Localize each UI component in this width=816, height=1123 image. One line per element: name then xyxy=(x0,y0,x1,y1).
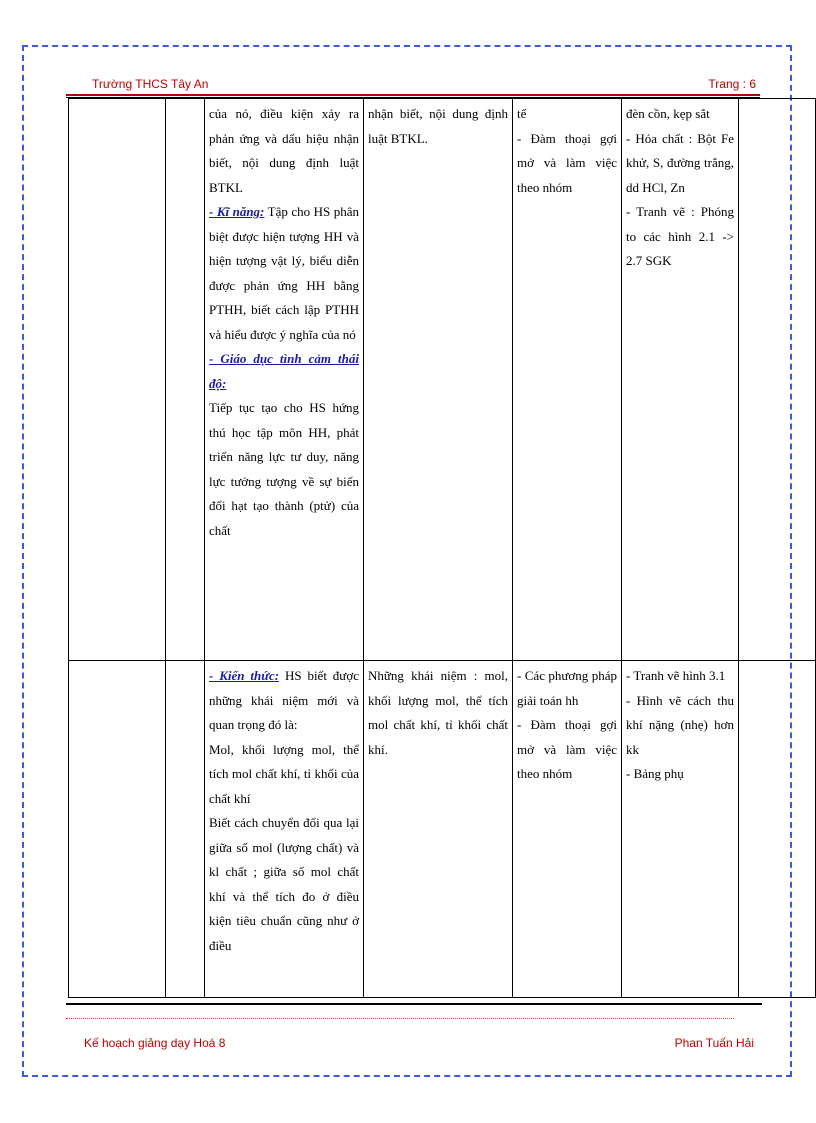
footer-divider xyxy=(66,1003,762,1005)
key-content: Những khái niệm : mol, khối lượng mol, thể tích mol chất khí, tỉ khối chất khí. xyxy=(368,668,508,757)
cell-periods xyxy=(166,661,205,998)
knowledge-list: Mol, khối lượng mol, thể tích mol chất khí, tỉ khối của chất khí xyxy=(209,741,359,806)
cell-materials xyxy=(622,661,739,998)
cell-notes xyxy=(739,661,816,998)
material-item: - Hình vẽ cách thu khí nặng (nhẹ) hơn kk xyxy=(626,692,734,757)
material-item: đèn cồn, kẹp sắt xyxy=(626,106,710,121)
knowledge-more: Biết cách chuyển đổi qua lại giữa số mol (lượng chất) và kl chất ; giữa số mol chất khí và thể tích đo ở điều kiện tiêu chuẩn cũng như ở điều xyxy=(209,815,359,953)
cell-periods xyxy=(166,99,205,661)
cell-key-content xyxy=(364,99,513,661)
cell-chapter xyxy=(69,99,166,661)
cell-key-content xyxy=(364,661,513,998)
cell-notes xyxy=(739,99,816,661)
cell-materials xyxy=(622,99,739,661)
knowledge-paragraph xyxy=(209,664,359,738)
key-content: nhận biết, nội dung định luật BTKL. xyxy=(368,106,508,146)
cell-chapter xyxy=(69,661,166,998)
material-item: - Bảng phụ xyxy=(626,766,684,781)
method-item: - Đàm thoại gợi mở và làm việc theo nhóm xyxy=(517,130,617,195)
cell-methods xyxy=(513,99,622,661)
attitude-text: Tiếp tục tạo cho HS hứng thú học tập môn HH, phát triển năng lực tư duy, năng lực tưởng tượng về sự biến đổi hạt tạo thành (ptử) của chất xyxy=(209,400,359,538)
material-item: - Tranh vẽ hình 3.1 xyxy=(626,668,726,683)
method-item: - Các phương pháp giải toán hh xyxy=(517,668,617,708)
attitude-label-text: - Giáo dục tình cảm thái độ: xyxy=(209,351,359,391)
lesson-plan-table xyxy=(68,98,816,998)
material-item: - Hóa chất : Bột Fe khử, S, đường trắng, dd HCl, Zn xyxy=(626,130,734,195)
knowledge-text: HS biết được những khái niệm mới và quan trọng đó là: xyxy=(209,668,360,732)
knowledge-label: - Kiến thức: xyxy=(209,668,280,683)
method-item: - Đàm thoại gợi mở và làm việc theo nhóm xyxy=(517,717,617,781)
skill-paragraph xyxy=(209,200,359,347)
table-row xyxy=(69,661,816,998)
skill-text: Tập cho HS phân biệt được hiện tượng HH và hiện tượng vật lý, biểu diễn được phản ứng HH bằng PTHH, biết cách lập PTHH và hiểu được ý nghĩa của nó xyxy=(209,204,359,342)
cell-methods xyxy=(513,661,622,998)
footer-dotted-divider xyxy=(66,1018,734,1019)
skill-label: - Kĩ năng: xyxy=(209,204,265,219)
method-item: tế xyxy=(517,106,527,121)
attitude-label xyxy=(209,347,359,396)
material-item: - Tranh vẽ : Phóng to các hình 2.1 -> 2.7 SGK xyxy=(626,204,734,268)
table-row xyxy=(69,99,816,661)
footer-plan: Kế hoạch giảng dạy Hoá 8 xyxy=(84,1036,226,1050)
footer-author: Phan Tuấn Hải xyxy=(674,1036,754,1050)
page-number: Trang : 6 xyxy=(708,77,756,91)
cell-objectives xyxy=(205,661,364,998)
school-name: Trường THCS Tây An xyxy=(92,77,209,91)
objectives-intro: của nó, điều kiện xảy ra phản ứng và dấu hiệu nhận biết, nội dung định luật BTKL xyxy=(209,106,359,195)
header-divider xyxy=(66,94,760,96)
cell-objectives xyxy=(205,99,364,661)
